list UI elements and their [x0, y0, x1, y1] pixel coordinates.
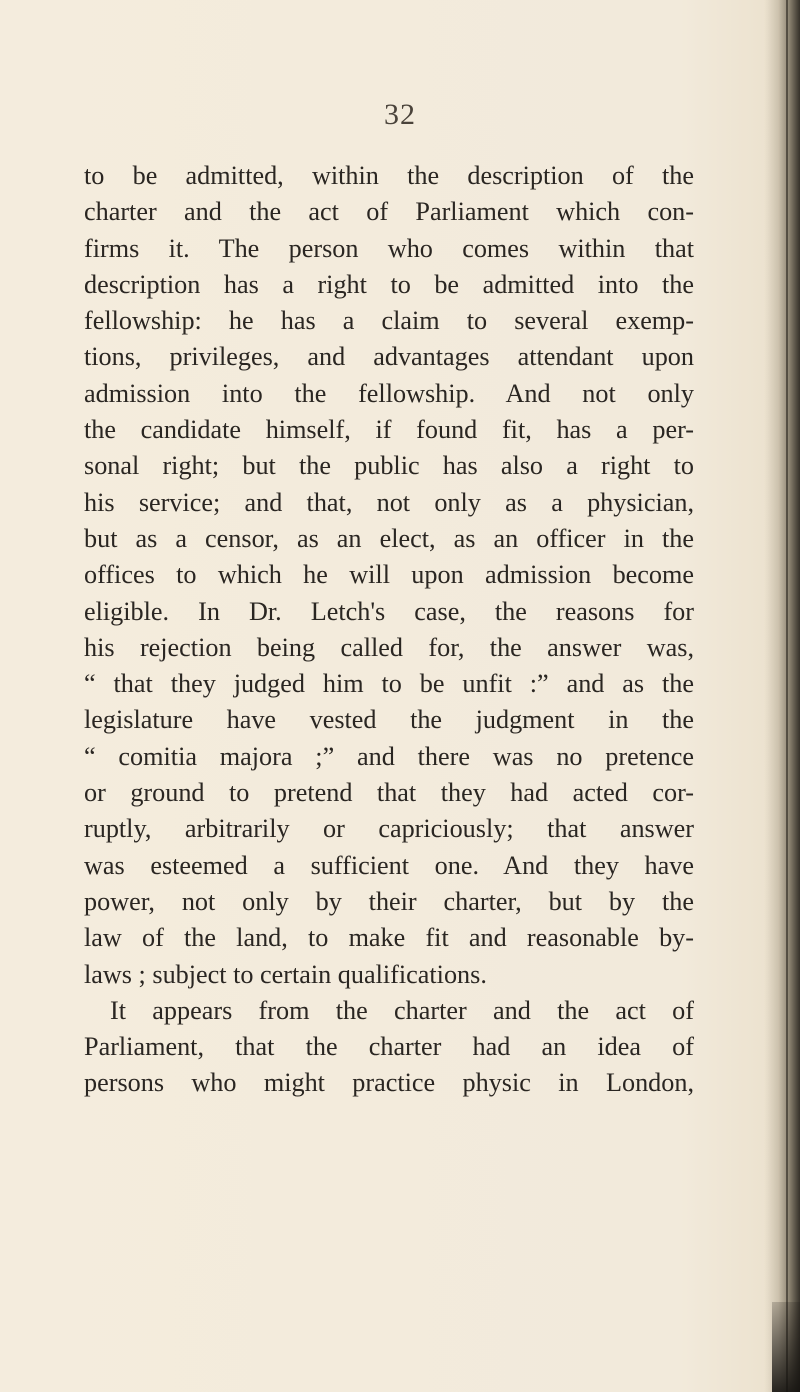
text-line: Parliament, that the charter had an idea of: [84, 1032, 694, 1062]
page-edge-line: [786, 0, 788, 1392]
text-line: description has a right to be admitted into the: [84, 269, 694, 299]
body-text: [84, 158, 694, 1102]
text-line: offices to which he will upon admission become: [84, 560, 694, 590]
text-line: laws ; subject to certain qualifications.: [84, 959, 487, 989]
text-line: was esteemed a sufficient one. And they have: [84, 850, 694, 880]
text-line: admission into the fellowship. And not only: [84, 378, 694, 408]
text-line: power, not only by their charter, but by the: [84, 886, 694, 916]
text-line: or ground to pretend that they had acted cor-: [84, 778, 694, 808]
text-line: his service; and that, not only as a physician,: [84, 487, 694, 517]
text-line: the candidate himself, if found fit, has a per-: [84, 415, 694, 445]
page-number: 32: [384, 98, 416, 131]
text-line: to be admitted, within the description of the: [84, 161, 694, 190]
text-line: “ that they judged him to be unfit :” and as the: [84, 669, 694, 699]
page-corner-shadow: [772, 1302, 800, 1392]
text-line: legislature have vested the judgment in the: [84, 705, 694, 735]
text-line: ruptly, arbitrarily or capriciously; that answer: [84, 814, 694, 844]
text-line: tions, privileges, and advantages attendant upon: [84, 342, 694, 372]
text-line: his rejection being called for, the answer was,: [84, 632, 694, 662]
text-line: law of the land, to make fit and reasonable by-: [84, 923, 694, 953]
text-line: but as a censor, as an elect, as an officer in the: [84, 523, 694, 553]
text-line: sonal right; but the public has also a right to: [84, 451, 694, 481]
text-line: charter and the act of Parliament which con-: [84, 197, 694, 227]
page-edge-shadow: [764, 0, 800, 1392]
text-line: “ comitia majora ;” and there was no pretence: [84, 741, 694, 771]
text-line: eligible. In Dr. Letch's case, the reasons for: [84, 596, 694, 626]
text-line: persons who might practice physic in London,: [84, 1068, 694, 1098]
text-line: It appears from the charter and the act of: [110, 995, 694, 1025]
text-line: firms it. The person who comes within that: [84, 233, 694, 263]
text-line: fellowship: he has a claim to several exemp-: [84, 306, 694, 336]
